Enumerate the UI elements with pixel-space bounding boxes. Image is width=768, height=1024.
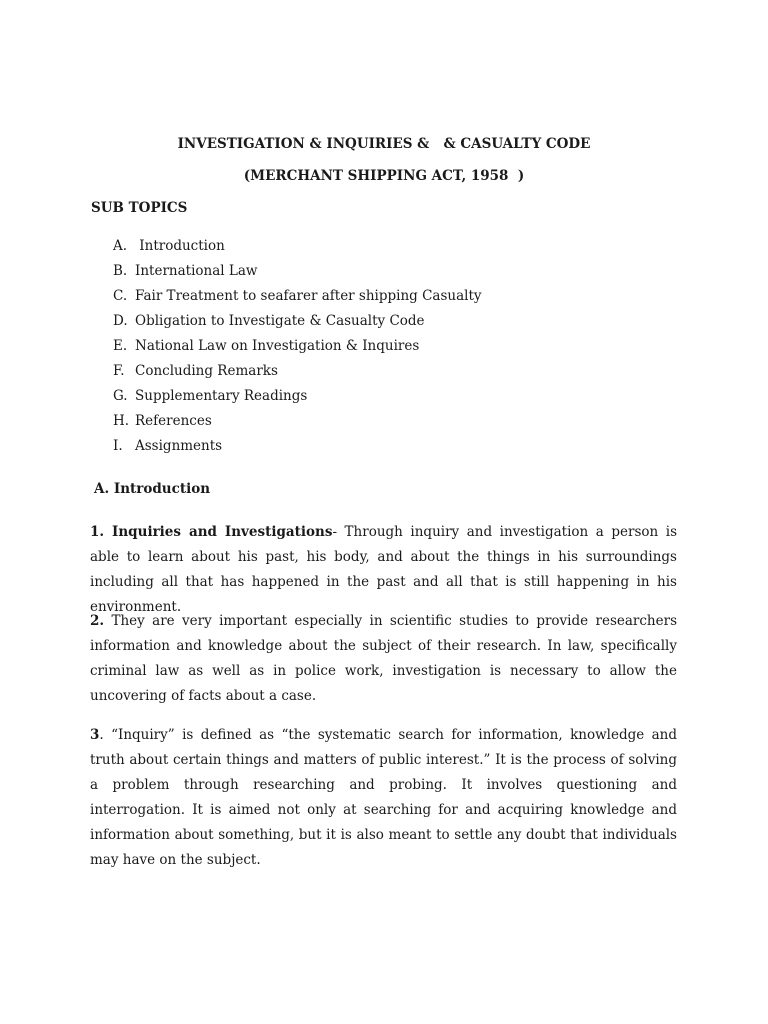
paragraph-text: - Through inquiry and investigation a person is able to learn about his past, his body, and about the things in his surroundings including all that has happened in the past and all that is still happening in his environment. [90,524,678,615]
list-item-letter: G. [113,388,128,404]
list-item-letter: E. [113,338,128,354]
paragraph-text: They are very important especially in scientific studies to provide researchers information and knowledge about the subject of their research. In law, specifically criminal law as well as in police work, investigation is necessary to allow the uncovering of facts about a case. [90,613,677,704]
list-item [113,263,482,288]
list-item [113,288,482,313]
list-item [113,413,482,438]
list-item-label: Obligation to Investigate & Casualty Code [135,313,425,329]
list-item-label: Concluding Remarks [135,363,278,379]
paragraph-text: . “Inquiry” is defined as “the systematic search for information, knowledge and truth about certain things and matters of public interest.” It is the process of solving a problem through researching and probing. It involves questioning and interrogation. It is aimed not only at searching for and acquiring knowledge and information about something, but it is also meant to settle any doubt that individuals may have on the subject. [90,727,677,868]
list-item-label: References [135,413,212,429]
paragraph-number: 3 [90,727,100,743]
sub-topics-list [113,238,482,463]
list-item [113,388,482,413]
list-item [113,363,482,388]
paragraph-2 [90,609,677,709]
list-item-letter: H. [113,413,130,429]
document-title: INVESTIGATION & INQUIRIES & & CASUALTY CODE [177,136,591,152]
list-item-letter: D. [113,313,128,329]
list-item [113,338,482,363]
list-item-label: Fair Treatment to seafarer after shipping Casualty [135,288,482,304]
sub-topics-heading: SUB TOPICS [91,200,188,216]
list-item [113,313,482,338]
list-item-label: National Law on Investigation & Inquires [135,338,420,354]
paragraph-3 [90,723,677,873]
list-item-label: Assignments [135,438,223,454]
list-item-letter: C. [113,288,128,304]
list-item-label: Introduction [135,238,225,254]
list-item [113,238,482,263]
list-item-letter: I. [113,438,123,454]
list-item-letter: F. [113,363,125,379]
section-heading-introduction: A. Introduction [94,481,211,497]
paragraph-1 [90,520,677,620]
list-item-letter: A. [113,238,128,254]
paragraph-lead: Inquiries and Investigations [104,524,333,540]
list-item [113,438,482,463]
paragraph-number: 1. [90,524,105,540]
list-item-letter: B. [113,263,128,279]
list-item-label: International Law [135,263,258,279]
document-subtitle: (MERCHANT SHIPPING ACT, 1958 ) [243,168,525,184]
paragraph-number: 2. [90,613,105,629]
list-item-label: Supplementary Readings [135,388,308,404]
